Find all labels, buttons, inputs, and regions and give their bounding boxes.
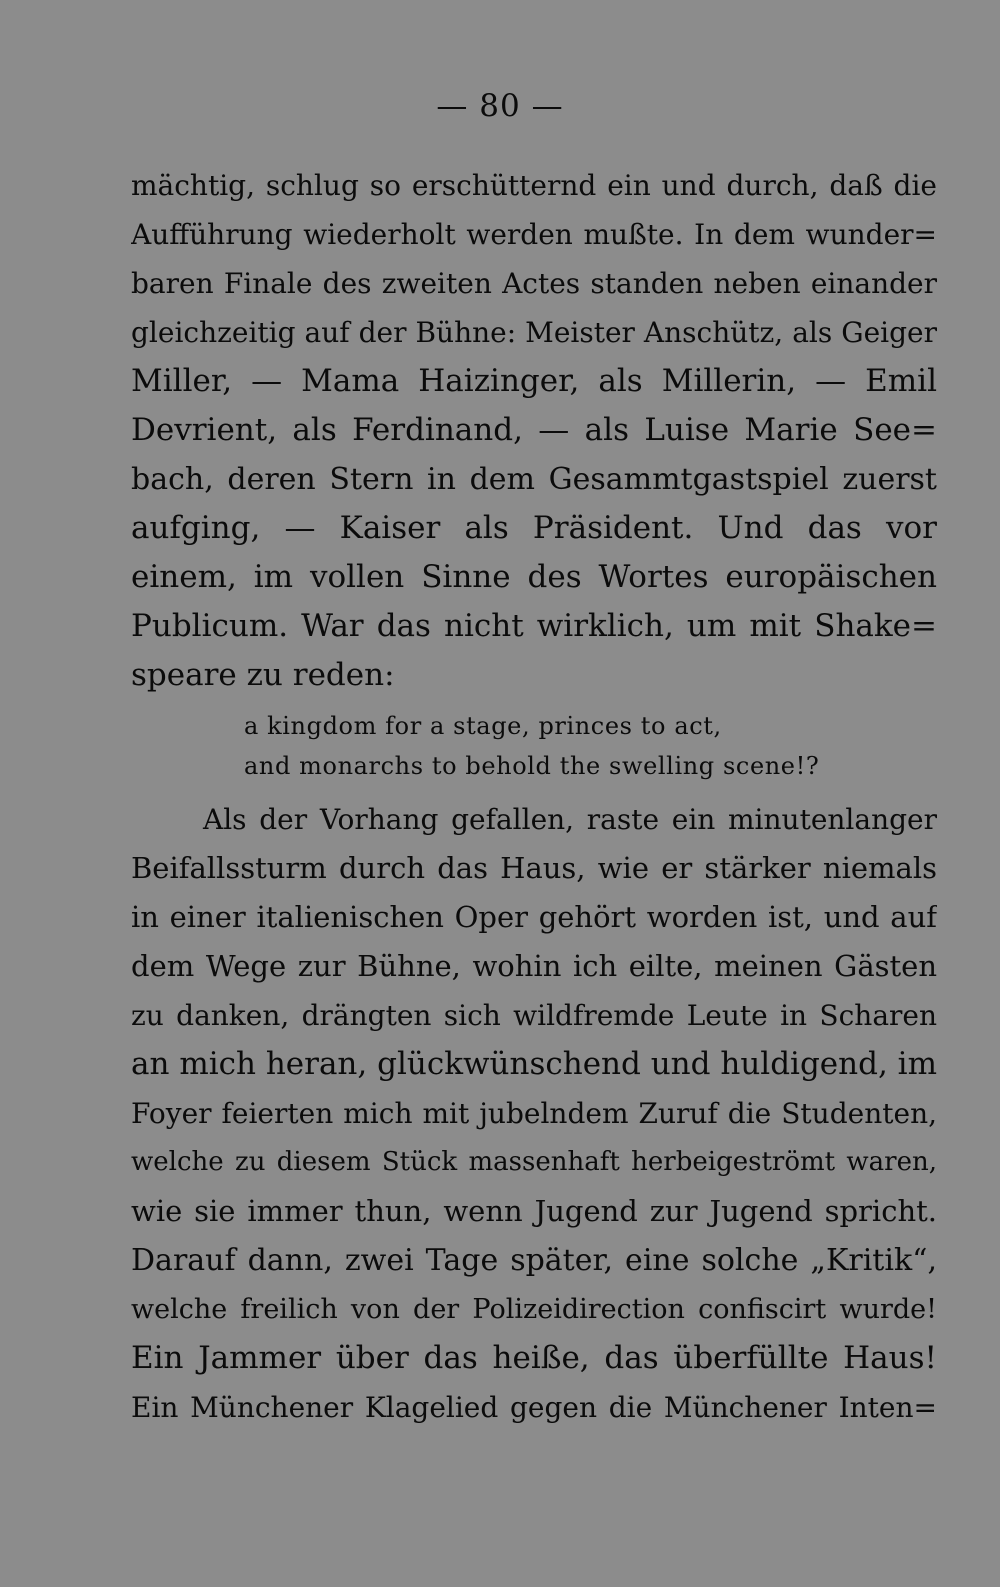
text-line: Miller, — Mama Haizinger, als Millerin, — Emil [131,363,937,399]
text-line: einem, im vollen Sinne des Wortes europäischen [131,559,937,595]
paragraph-1 [131,161,937,700]
text-line: Aufführung wiederholt werden mußte. In dem wunder= [131,218,937,251]
text-line: Als der Vorhang gefallen, raste ein minutenlanger [203,803,937,836]
text-line: Devrient, als Ferdinand, — als Luise Marie See= [131,412,937,448]
text-line: in einer italienischen Oper gehört worden ist, und auf [131,900,937,934]
text-line: gleichzeitig auf der Bühne: Meister Anschütz, als Geiger [131,316,937,349]
quote-line: a kingdom for a stage, princes to act, [244,712,722,740]
text-line: welche zu diesem Stück massenhaft herbeigeströmt waren, [131,1147,937,1177]
text-line: baren Finale des zweiten Actes standen neben einander [131,267,937,300]
text-line: Foyer feierten mich mit jubelndem Zuruf die Studenten, [131,1097,937,1130]
text-line: Ein Jammer über das heiße, das überfüllte Haus! [131,1340,937,1376]
quote-line: and monarchs to behold the swelling scene!? [244,752,820,780]
text-line: dem Wege zur Bühne, wohin ich eilte, meinen Gästen [131,949,937,983]
page-number: — 80 — [436,88,564,124]
text-line: speare zu reden: [131,657,395,693]
text-line: Darauf dann, zwei Tage später, eine solche „Kritik“, [131,1243,937,1278]
english-quote [244,706,864,786]
text-line: wie sie immer thun, wenn Jugend zur Jugend spricht. [131,1194,937,1228]
text-line: mächtig, schlug so erschütternd ein und durch, daß die [131,169,937,202]
text-line: an mich heran, glückwünschend und huldigend, im [131,1046,937,1082]
text-line: Beifallssturm durch das Haus, wie er stärker niemals [131,851,937,885]
text-line: Ein Münchener Klagelied gegen die Münchener Inten= [131,1391,937,1424]
text-line: bach, deren Stern in dem Gesammtgastspiel zuerst [131,462,937,497]
text-line: welche freilich von der Polizeidirection confiscirt wurde! [131,1294,937,1325]
text-line: aufging, — Kaiser als Präsident. Und das vor [131,510,937,546]
text-line: Publicum. War das nicht wirklich, um mit Shake= [131,608,937,644]
paragraph-2 [131,795,937,1432]
text-line: zu danken, drängten sich wildfremde Leute in Scharen [131,999,937,1032]
